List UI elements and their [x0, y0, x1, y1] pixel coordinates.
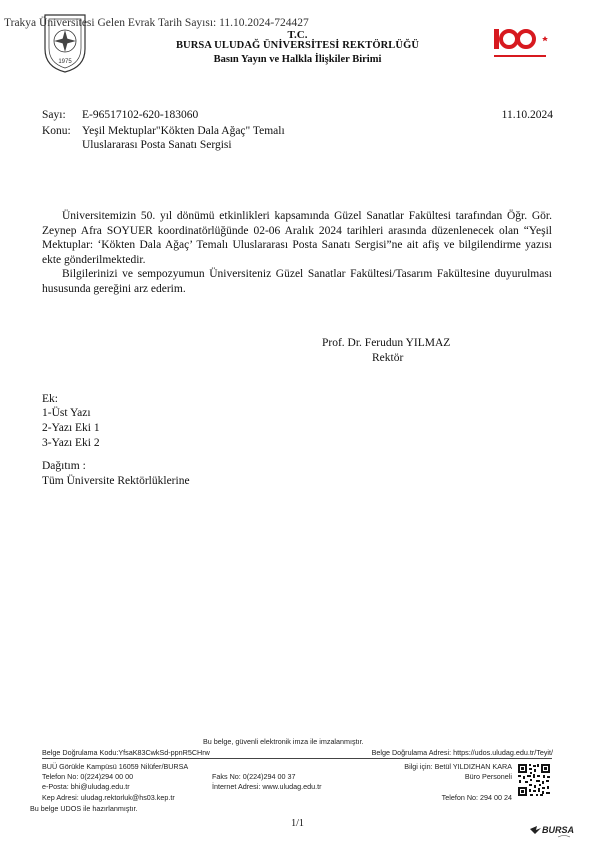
attachment-item: 2-Yazı Eki 1: [42, 422, 100, 434]
header-university: BURSA ULUDAĞ ÜNİVERSİTESİ REKTÖRLÜĞÜ: [175, 40, 420, 51]
qr-code-icon: [517, 763, 551, 797]
attachments-label: Ek:: [42, 393, 58, 405]
footer-internet: İnternet Adresi: www.uludag.edu.tr: [212, 782, 322, 791]
bursa-logo-icon: [528, 823, 578, 841]
sayi-value: E-96517102-620-183060: [82, 109, 199, 121]
letter-body: [42, 209, 552, 296]
footer-email: e-Posta: bhi@uludag.edu.tr: [42, 782, 130, 791]
document-date: 11.10.2024: [501, 109, 553, 121]
footer-contact-phone: Telefon No: 294 00 24: [441, 793, 512, 802]
footer-kep: Kep Adresi: uludag.rektorluk@hs03.kep.tr: [42, 793, 175, 802]
body-paragraph-1: Üniversitemizin 50. yıl dönümü etkinlikleri kapsamında Güzel Sanatlar Fakültesi tarafından Öğr. Gör. Zeynep Afra SOYUER koordinatörlüğünde 02-06 Aralık 2024 tarihleri arasında düzenlenecek olan “Yeşil Mektuplar: ‘Kökten Dala Ağaç’ Temalı Uluslararası Posta Sanatı Sergisi”ne ait afiş ve bilgilendirme yazısı ekte gönderilmektedir.: [42, 210, 552, 266]
header-unit: Basın Yayın ve Halkla İlişkiler Birimi: [213, 54, 382, 65]
svg-text:1975: 1975: [58, 59, 72, 65]
header-tc: T.C.: [287, 29, 308, 41]
signatory-title: Rektör: [372, 352, 404, 364]
footer-role: Büro Personeli: [464, 772, 512, 781]
footer-divider: [42, 758, 552, 759]
udos-note: Bu belge UDOS ile hazırlanmıştır.: [30, 804, 138, 813]
signatory-name: Prof. Dr. Ferudun YILMAZ: [322, 337, 451, 349]
footer-fax: Faks No: 0(224)294 00 37: [212, 772, 296, 781]
svg-text:BURSA: BURSA: [542, 825, 575, 835]
distribution-value: Tüm Üniversite Rektörlüklerine: [42, 475, 190, 487]
e-signature-note: Bu belge, güvenli elektronik imza ile imzalanmıştır.: [203, 737, 364, 746]
footer-phone: Telefon No: 0(224)294 00 00: [42, 772, 134, 781]
page-number: 1/1: [291, 818, 304, 829]
footer-info-contact: Bilgi için: Betül YILDIZHAN KARA: [404, 762, 512, 771]
100-year-logo-icon: [490, 25, 550, 63]
footer-address: BUÜ Görükle Kampüsü 16059 Nilüfer/BURSA: [42, 762, 189, 771]
konu-line-2: Uluslararası Posta Sanatı Sergisi: [82, 139, 232, 151]
body-paragraph-2: Bilgilerinizi ve sempozyumun Üniversiteniz Güzel Sanatlar Fakültesi/Tasarım Fakültesine duyurulması hususunda gereğini arz ederim.: [42, 268, 552, 295]
verification-code: Belge Doğrulama Kodu:YfsaK83CwkSd-ppnR5CHrw: [42, 748, 210, 757]
konu-line-1: Yeşil Mektuplar"Kökten Dala Ağaç" Temalı: [82, 125, 285, 137]
konu-label: Konu:: [42, 125, 71, 137]
incoming-document-stamp: Trakya Üniversitesi Gelen Evrak Tarih Sayısı: 11.10.2024-724427: [4, 17, 309, 29]
attachment-item: 1-Üst Yazı: [42, 407, 91, 419]
sayi-label: Sayı:: [42, 109, 66, 121]
verification-address: Belge Doğrulama Adresi: https://udos.uludag.edu.tr/Teyit/: [371, 748, 553, 757]
distribution-label: Dağıtım :: [42, 460, 86, 472]
attachment-item: 3-Yazı Eki 2: [42, 437, 100, 449]
